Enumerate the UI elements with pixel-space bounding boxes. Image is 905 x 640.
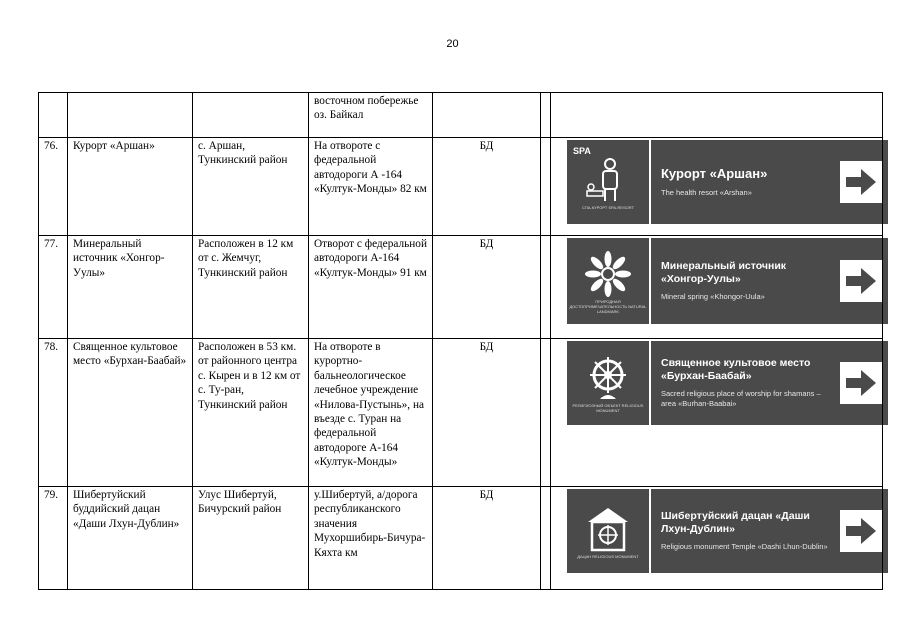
cell-type	[433, 93, 541, 138]
cell-name: Курорт «Аршан»	[68, 138, 193, 236]
table-row	[39, 487, 883, 590]
sign-subtitle: Religious monument Temple «Dashi Lhun-Dublin»	[661, 542, 828, 551]
cell-num: 76.	[39, 138, 68, 236]
cell-gap	[541, 138, 551, 236]
road-sign	[567, 238, 888, 324]
arrow-right-icon	[840, 260, 882, 302]
cell-gap	[541, 93, 551, 138]
sign-title: Минеральный источник «Хонгор-Уулы»	[661, 260, 787, 285]
sign-title: Священное культовое место «Бурхан-Баабай»	[661, 357, 811, 382]
cell-address	[193, 93, 309, 138]
cell-num: 78.	[39, 339, 68, 487]
cell-sign	[551, 487, 883, 590]
road-sign	[567, 489, 888, 573]
sign-title: Курорт «Аршан»	[661, 166, 768, 181]
cell-gap	[541, 339, 551, 487]
temple-icon	[583, 504, 633, 554]
dharma-wheel-icon	[583, 353, 633, 403]
sign-pictogram	[567, 341, 651, 425]
cell-sign	[551, 339, 883, 487]
flower-icon	[583, 249, 633, 299]
cell-name: Минеральный источник «Хонгор-Уулы»	[68, 236, 193, 339]
cell-address: Расположен в 12 км от с. Жемчуг, Тункинский район	[193, 236, 309, 339]
sign-subtitle: The health resort «Arshan»	[661, 188, 752, 197]
table-row	[39, 236, 883, 339]
road-sign	[567, 341, 888, 425]
spa-massage-icon	[583, 155, 633, 205]
pictogram-caption: РЕЛИГИОЗНЫЙ ОБЪЕКТ RELIGIOUS MONUMENT	[572, 403, 644, 413]
sign-pictogram	[567, 238, 651, 324]
cell-address: Расположен в 53 км. от районного центра с. Кырен и в 12 км от с. Ту-ран, Тункинский район	[193, 339, 309, 487]
cell-name: Священное культовое место «Бурхан-Баабай»	[68, 339, 193, 487]
road-sign	[567, 140, 888, 224]
sign-pictogram	[567, 140, 651, 224]
cell-sign	[551, 138, 883, 236]
table-row	[39, 138, 883, 236]
pictogram-caption: ДАЦАН RELIGIOUS MONUMENT	[577, 553, 639, 559]
cell-location: На отвороте с федеральной автодороги А -164 «Култук-Монды» 82 км	[309, 138, 433, 236]
spa-label: SPA	[573, 146, 591, 156]
cell-sign	[551, 93, 883, 138]
cell-num	[39, 93, 68, 138]
cell-address: Улус Шибертуй, Бичурский район	[193, 487, 309, 590]
cell-type: БД	[433, 487, 541, 590]
arrow-right-icon	[840, 362, 882, 404]
cell-num: 79.	[39, 487, 68, 590]
cell-type: БД	[433, 138, 541, 236]
cell-sign	[551, 236, 883, 339]
cell-address: с. Аршан, Тункинский район	[193, 138, 309, 236]
cell-type: БД	[433, 236, 541, 339]
cell-gap	[541, 236, 551, 339]
page-number: 20	[446, 38, 459, 50]
sign-pictogram	[567, 489, 651, 573]
arrow-right-icon	[840, 161, 882, 203]
sign-subtitle: Mineral spring «Khongor-Uula»	[661, 292, 765, 301]
cell-location: восточном побережье оз. Байкал	[309, 93, 433, 138]
cell-location: На отвороте в курортно-бальнеологическое лечебное учреждение «Нилова-Пустынь», на въезде с. Туран на федеральной автодороге А-164 «Култук-Монды»	[309, 339, 433, 487]
cell-gap	[541, 487, 551, 590]
cell-location: Отворот с федеральной автодороги А-164 «Култук-Монды» 91 км	[309, 236, 433, 339]
pictogram-caption: ПРИРОДНАЯ ДОСТОПРИМЕЧАТЕЛЬНОСТЬ NATURAL LANDMARK	[569, 298, 647, 314]
table-row-continuation	[39, 93, 883, 138]
cell-num: 77.	[39, 236, 68, 339]
cell-type: БД	[433, 339, 541, 487]
sign-subtitle: Sacred religious place of worship for shamans – area «Burhan-Baabai»	[661, 389, 821, 408]
signs-table	[38, 92, 883, 590]
table-row	[39, 339, 883, 487]
sign-title: Шибертуйский дацан «Даши Лхун-Дублин»	[661, 510, 810, 535]
pictogram-caption: СПА-КУРОРТ SPA-RESORT	[581, 204, 635, 210]
arrow-right-icon	[840, 510, 882, 552]
cell-location: у.Шибертуй, а/дорога республиканского значения Мухоршибирь-Бичура-Кяхта км	[309, 487, 433, 590]
cell-name	[68, 93, 193, 138]
cell-name: Шибертуйский буддийский дацан «Даши Лхун-Дублин»	[68, 487, 193, 590]
